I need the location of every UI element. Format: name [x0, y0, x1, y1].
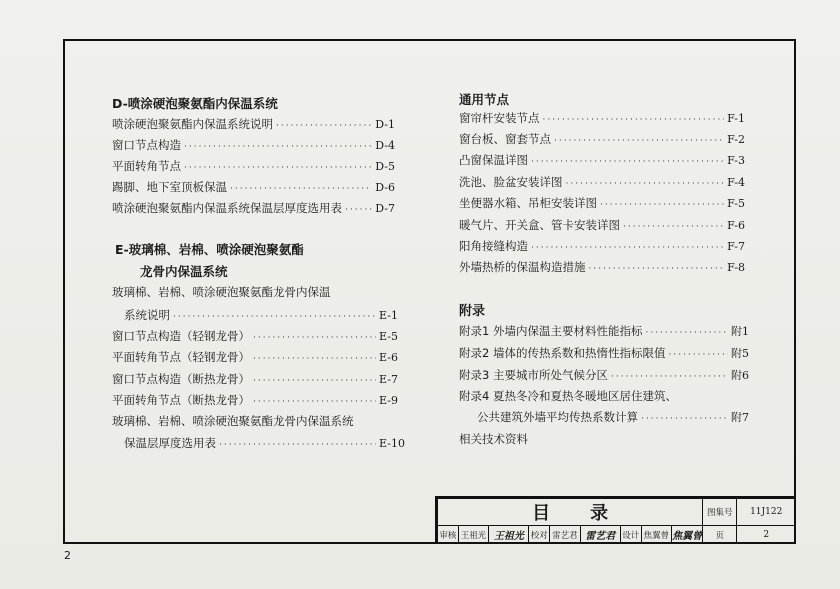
toc-label: 保温层厚度选用表 — [124, 436, 216, 450]
dot-leader — [253, 330, 376, 346]
toc-label: 附录2 墙体的传热系数和热惰性指标限值 — [459, 346, 666, 360]
toc-row[interactable] — [459, 238, 745, 254]
toc-page: 附5 — [731, 347, 749, 360]
toc-page: F-1 — [727, 112, 745, 125]
checker-name: 雷艺君 — [550, 526, 581, 544]
dot-leader — [623, 219, 724, 235]
appendix-heading: 附录 — [459, 304, 486, 319]
toc-label: 踢脚、地下室顶板保温 — [112, 180, 227, 194]
toc-label: 喷涂硬泡聚氨酯内保温系统说明 — [112, 117, 273, 131]
check-label: 校对 — [529, 526, 550, 544]
dot-leader — [345, 202, 372, 218]
toc-label: 窗口节点构造（轻钢龙骨） — [112, 329, 250, 343]
toc-page: F-3 — [727, 154, 745, 167]
toc-page: D-4 — [375, 139, 395, 152]
toc-page: E-9 — [379, 394, 398, 407]
page-label: 页 — [703, 526, 737, 544]
section-e-heading-line1: E-玻璃棉、岩棉、喷涂硬泡聚氨酯 — [115, 242, 304, 257]
toc-row[interactable] — [112, 137, 395, 153]
toc-label: 喷涂硬泡聚氨酯内保温系统保温层厚度选用表 — [112, 201, 342, 215]
section-f-heading: 通用节点 — [459, 92, 510, 107]
section-d-heading: D-喷涂硬泡聚氨酯内保温系统 — [112, 96, 278, 111]
toc-row[interactable] — [459, 110, 745, 126]
toc-label: 公共建筑外墙平均传热系数计算 — [477, 410, 638, 424]
dot-leader — [566, 176, 725, 192]
dot-leader — [600, 197, 724, 213]
toc-row[interactable] — [112, 200, 395, 216]
toc-page: 附1 — [731, 325, 749, 338]
toc-row[interactable] — [112, 371, 398, 387]
toc-page: F-8 — [727, 261, 745, 274]
dot-leader — [253, 351, 376, 367]
toc-row[interactable] — [124, 307, 398, 323]
toc-page: E-10 — [379, 437, 405, 450]
toc-page: F-5 — [727, 197, 745, 210]
toc-label: 洗池、脸盆安装详图 — [459, 175, 563, 189]
toc-row[interactable] — [112, 328, 398, 344]
toc-row[interactable] — [459, 323, 749, 339]
dot-leader — [276, 118, 372, 134]
page-number: 2 — [64, 549, 71, 562]
related-docs[interactable]: 相关技术资料 — [459, 432, 528, 446]
toc-row[interactable] — [459, 174, 745, 190]
toc-row[interactable] — [112, 392, 398, 408]
toc-row[interactable] — [124, 435, 405, 451]
dot-leader — [531, 154, 724, 170]
dot-leader — [668, 347, 728, 363]
dot-leader — [253, 373, 376, 389]
title-block — [435, 496, 796, 544]
toc-row[interactable] — [459, 131, 745, 147]
toc-page: F-6 — [727, 219, 745, 232]
toc-page: E-7 — [379, 373, 398, 386]
toc-page: E-6 — [379, 351, 398, 364]
checker-signature: 雷艺君 — [580, 526, 620, 544]
toc-label: 附录1 外墙内保温主要材料性能指标 — [459, 324, 643, 338]
toc-page: D-5 — [375, 160, 395, 173]
toc-label: 平面转角节点（断热龙骨） — [112, 393, 250, 407]
toc-row[interactable] — [459, 217, 745, 233]
review-label: 审核 — [438, 526, 459, 544]
toc-page: E-5 — [379, 330, 398, 343]
designer-name: 焦翼曾 — [641, 526, 672, 544]
dot-leader — [219, 437, 376, 453]
toc-label: 坐便器水箱、吊柜安装详图 — [459, 196, 597, 210]
toc-label: 平面转角节点 — [112, 159, 181, 173]
dot-leader — [641, 411, 728, 427]
toc-row[interactable] — [112, 116, 395, 132]
dot-leader — [589, 261, 725, 277]
atlas-label: 图集号 — [703, 499, 737, 526]
toc-row[interactable] — [459, 345, 749, 361]
toc-label: 窗帘杆安装节点 — [459, 111, 540, 125]
page-no: 2 — [737, 526, 796, 544]
toc-label: 窗口节点构造（断热龙骨） — [112, 372, 250, 386]
toc-page: F-2 — [727, 133, 745, 146]
dot-leader — [230, 181, 372, 197]
dot-leader — [645, 325, 728, 341]
dot-leader — [543, 112, 725, 128]
toc-page: D-7 — [375, 202, 395, 215]
toc-label: 阳角接缝构造 — [459, 239, 528, 253]
toc-page: F-4 — [727, 176, 745, 189]
atlas-code: 11J122 — [737, 499, 796, 526]
reviewer-name: 王祖光 — [458, 526, 489, 544]
toc-label: 窗口节点构造 — [112, 138, 181, 152]
dot-leader — [531, 240, 724, 256]
section-e-last-line: 玻璃棉、岩棉、喷涂硬泡聚氨酯龙骨内保温系统 — [112, 414, 354, 428]
toc-label: 附录3 主要城市所处气候分区 — [459, 368, 608, 382]
toc-page: D-6 — [375, 181, 395, 194]
dot-leader — [611, 369, 728, 385]
toc-row[interactable] — [459, 259, 745, 275]
toc-label: 外墙热桥的保温构造措施 — [459, 260, 586, 274]
toc-row[interactable] — [459, 195, 745, 211]
section-e-intro-line: 玻璃棉、岩棉、喷涂硬泡聚氨酯龙骨内保温 — [112, 285, 331, 299]
designer-signature: 焦翼曾 — [672, 526, 703, 544]
toc-label: 平面转角节点（轻钢龙骨） — [112, 350, 250, 364]
toc-label: 凸窗保温详图 — [459, 153, 528, 167]
toc-row[interactable] — [112, 158, 395, 174]
toc-label: 系统说明 — [124, 308, 170, 322]
dot-leader — [253, 394, 376, 410]
toc-label: 窗台板、窗套节点 — [459, 132, 551, 146]
dot-leader — [184, 139, 372, 155]
toc-page: F-7 — [727, 240, 745, 253]
toc-label: 暖气片、开关盒、管卡安装详图 — [459, 218, 620, 232]
dot-leader — [173, 309, 376, 325]
dot-leader — [184, 160, 372, 176]
sheet-title: 目录 — [438, 499, 703, 526]
toc-page: 附7 — [731, 411, 749, 424]
toc-row[interactable] — [477, 409, 749, 425]
toc-row[interactable] — [112, 349, 398, 365]
toc-page: D-1 — [375, 118, 395, 131]
section-e-heading-line2: 龙骨内保温系统 — [140, 264, 228, 279]
design-label: 设计 — [620, 526, 641, 544]
appendix-4-line: 附录4 夏热冬冷和夏热冬暖地区居住建筑、 — [459, 389, 677, 403]
reviewer-signature: 王祖光 — [489, 526, 529, 544]
toc-row[interactable] — [459, 367, 749, 383]
toc-page: 附6 — [731, 369, 749, 382]
toc-page: E-1 — [379, 309, 398, 322]
dot-leader — [554, 133, 724, 149]
toc-row[interactable] — [112, 179, 395, 195]
toc-row[interactable] — [459, 152, 745, 168]
